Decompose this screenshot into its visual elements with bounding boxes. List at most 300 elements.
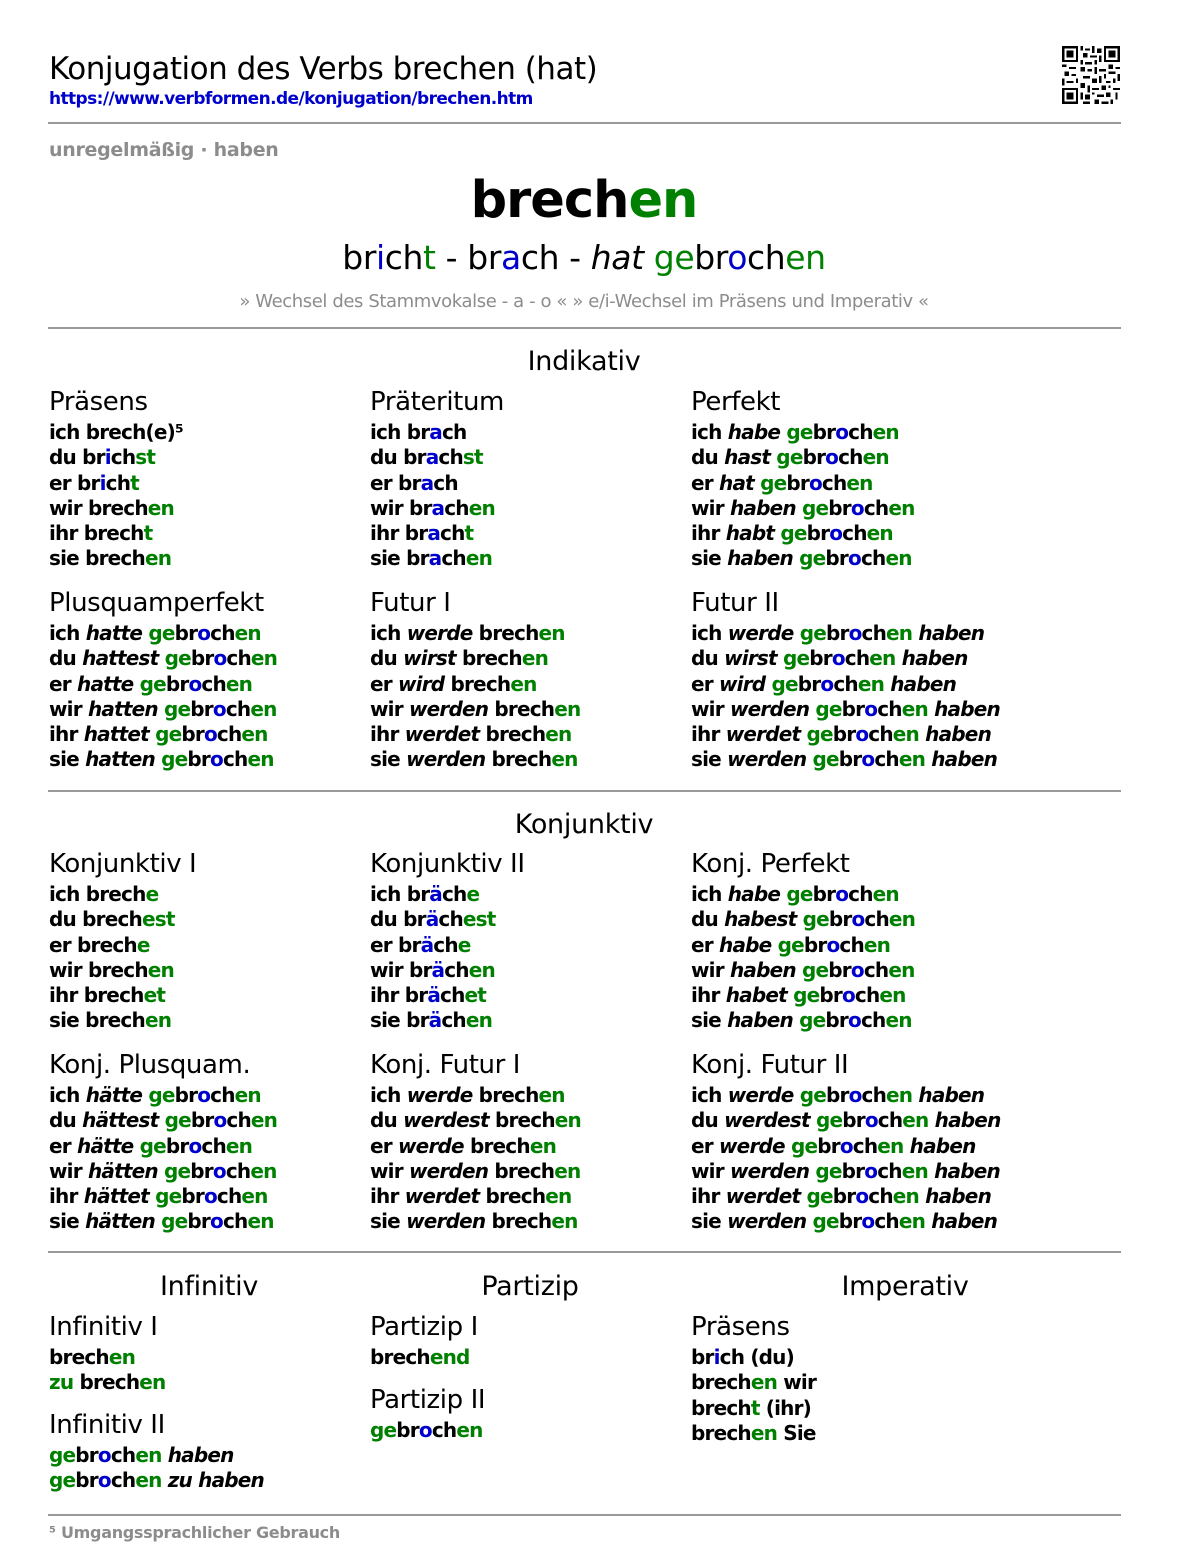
text-segment: ch: [838, 445, 863, 470]
ending-segment: ge: [806, 1184, 833, 1209]
vowel-segment: a: [420, 470, 434, 495]
vowel-segment: o: [851, 907, 865, 932]
text-segment: brech: [691, 1420, 751, 1445]
ending-segment: en: [551, 1209, 578, 1234]
ending-segment: en: [234, 621, 261, 645]
text-segment: sie: [691, 1008, 728, 1033]
text-segment: ich: [370, 621, 407, 645]
conjugation-form: [49, 983, 369, 1008]
text-segment: - br: [435, 238, 501, 277]
conjugation-form: [691, 1184, 1011, 1209]
auxiliary-segment: werde: [406, 1083, 473, 1107]
text-segment: ich: [691, 1083, 728, 1107]
ending-segment: ge: [164, 1158, 191, 1183]
text-segment: br: [806, 521, 830, 546]
conjugation-form: [370, 882, 690, 907]
block-konjunktiv-1: [49, 849, 369, 1034]
conjugation-form: [370, 722, 690, 747]
conjugation-list: [49, 1083, 369, 1235]
text-segment: er: [691, 1133, 719, 1158]
block-partizip-2: [370, 1385, 690, 1443]
ending-segment: en: [465, 546, 493, 571]
text-segment: br: [190, 1108, 214, 1133]
text-segment: br: [174, 1083, 198, 1107]
text-segment: ch: [747, 238, 786, 277]
ending-segment: ge: [164, 646, 191, 671]
auxiliary-segment: haben: [934, 1158, 1000, 1183]
conjugation-form: [49, 1108, 369, 1133]
text-segment: ch: [110, 1468, 136, 1493]
ending-segment: en: [888, 907, 916, 932]
text-segment: br: [812, 882, 836, 906]
verb-properties: unregelmäßig · haben: [49, 139, 279, 161]
conjugation-form: [691, 1108, 1011, 1133]
ending-segment: ge: [799, 1008, 826, 1033]
auxiliary-segment: hätten: [85, 1209, 155, 1234]
text-segment: er: [691, 932, 719, 957]
tense-title: Infinitiv I: [49, 1312, 158, 1342]
auxiliary-segment: wirst: [403, 646, 456, 671]
text-segment: br: [825, 621, 849, 645]
text-segment: ch: [874, 1209, 899, 1234]
ending-segment: ge: [155, 722, 182, 747]
auxiliary-segment: wird: [398, 671, 445, 696]
auxiliary-segment: hat: [590, 238, 644, 277]
text-segment: ch: [844, 646, 870, 671]
text-segment: ch: [854, 983, 880, 1008]
vowel-segment: o: [808, 470, 822, 495]
auxiliary-segment: hatten: [85, 747, 155, 772]
text-segment: ch: [216, 722, 242, 747]
text-segment: br: [187, 747, 210, 772]
stem-forms: [0, 237, 1168, 279]
ending-segment: en: [554, 696, 581, 721]
auxiliary-segment: hätte: [85, 1083, 143, 1107]
block-konj-perfekt: [691, 849, 1011, 1034]
text-segment: ch: [833, 671, 858, 696]
conjugation-form: [370, 1083, 690, 1108]
vowel-segment: o: [210, 1209, 223, 1234]
ending-segment: ge: [815, 696, 842, 721]
text-segment: ch: [216, 1184, 242, 1209]
ending-segment: ge: [780, 521, 807, 546]
section-konjunktiv: Konjunktiv: [514, 809, 654, 840]
text-segment: er: [691, 671, 719, 696]
text-segment: ch: [222, 747, 248, 772]
conjugation-form: [370, 420, 690, 445]
text-segment: ch: [201, 671, 226, 696]
text-segment: br: [832, 1184, 856, 1209]
block-praeteritum: [370, 387, 690, 572]
text-segment: er brech: [49, 932, 137, 957]
tense-title: Präsens: [691, 1312, 790, 1342]
conjugation-form: [49, 1134, 369, 1159]
auxiliary-segment: hast: [724, 445, 771, 470]
vowel-segment: i: [104, 445, 111, 470]
block-futur-1: [370, 588, 690, 773]
tense-title: Partizip I: [370, 1312, 478, 1342]
tense-title: Konj. Futur II: [691, 1050, 849, 1080]
vowel-segment: a: [501, 238, 521, 277]
auxiliary-segment: habe: [719, 932, 772, 957]
ending-segment: en: [888, 957, 915, 982]
ending-segment: en: [521, 646, 549, 671]
auxiliary-segment: wird: [719, 671, 766, 696]
tense-title: Präsens: [49, 387, 148, 417]
auxiliary-segment: werden: [727, 747, 807, 772]
auxiliary-segment: haben: [925, 1184, 992, 1209]
text-segment: wir: [49, 1158, 88, 1183]
ending-segment: ge: [49, 1468, 76, 1493]
text-segment: du br: [370, 907, 426, 932]
ending-segment: t: [130, 470, 139, 495]
ending-segment: en: [468, 957, 495, 982]
conjugation-form: [370, 471, 690, 496]
text-segment: ich br: [370, 420, 430, 444]
ending-segment: en: [554, 1108, 581, 1133]
conjugation-list: [49, 420, 369, 572]
vowel-segment: o: [841, 983, 855, 1008]
vowel-segment: a: [428, 546, 442, 571]
text-segment: br: [187, 1209, 210, 1234]
text-segment: br: [190, 1158, 213, 1183]
text-segment: brech: [691, 1370, 751, 1395]
ending-segment: en: [545, 722, 572, 747]
ending-segment: en: [135, 1468, 162, 1493]
auxiliary-segment: hätte: [77, 1133, 134, 1158]
text-segment: brech: [49, 1345, 109, 1369]
text-segment: ch: [864, 907, 889, 932]
text-segment: ch: [433, 470, 458, 495]
ending-segment: ge: [49, 1443, 76, 1467]
vowel-segment: o: [839, 1133, 853, 1158]
ending-segment: en: [554, 1158, 581, 1183]
conjugation-form: [691, 958, 1011, 983]
ending-segment: zu: [49, 1370, 74, 1395]
text-segment: br: [165, 1133, 189, 1158]
ending-segment: en: [872, 420, 899, 444]
conjugation-form: [691, 1421, 1011, 1446]
conjugation-form: [691, 933, 1011, 958]
auxiliary-segment: werden: [729, 696, 810, 721]
conjugation-form: [49, 958, 369, 983]
ending-segment: ge: [782, 646, 810, 671]
text-segment: ch: [441, 546, 466, 571]
text-segment: ich: [370, 1083, 407, 1107]
vowel-segment: o: [835, 420, 849, 444]
ending-segment: en: [241, 1184, 268, 1209]
text-segment: br: [825, 546, 848, 571]
conjugation-list: [49, 1345, 369, 1396]
divider: [48, 122, 1121, 124]
text-segment: ihr brech: [49, 521, 144, 546]
text-segment: br: [838, 1209, 862, 1234]
text-segment: ch: [842, 521, 867, 546]
conjugation-list: [691, 882, 1011, 1034]
text-segment: ch: [441, 1008, 466, 1033]
tense-title: Plusquamperfekt: [49, 588, 264, 618]
text-segment: br: [841, 1158, 865, 1183]
ending-segment: en: [901, 696, 928, 721]
conjugation-form: [49, 1083, 369, 1108]
tense-title: Konjunktiv II: [370, 849, 525, 879]
text-segment: du: [691, 646, 725, 671]
text-segment: ch: [110, 445, 136, 470]
conjugation-form: [370, 1108, 690, 1133]
text-segment: ch: [433, 932, 458, 957]
text-segment: ch: [848, 420, 873, 444]
ending-segment: ge: [148, 1083, 175, 1107]
ending-segment: ge: [155, 1184, 182, 1209]
text-segment: sie: [49, 1209, 86, 1234]
conjugation-form: [49, 445, 369, 470]
ending-segment: en: [241, 722, 268, 747]
text-segment: br: [825, 1083, 849, 1107]
ending-segment: ge: [164, 696, 191, 721]
text-segment: ich brech: [49, 882, 146, 906]
text-segment: br: [828, 495, 851, 520]
footnote: ⁵ Umgangssprachlicher Gebrauch: [49, 1523, 340, 1542]
text-segment: ch: [863, 957, 889, 982]
text-segment: br: [817, 1133, 840, 1158]
section-indikativ: Indikativ: [527, 346, 641, 377]
conjugation-form: [370, 672, 690, 697]
text-segment: br: [809, 646, 832, 671]
ending-segment: ge: [786, 420, 813, 444]
text-segment: er br: [49, 470, 100, 495]
auxiliary-segment: werde: [406, 621, 473, 645]
conjugation-list: [370, 1418, 690, 1443]
conjugation-form: [370, 1008, 690, 1033]
auxiliary-segment: haben: [934, 696, 1000, 721]
text-segment: ch: [861, 621, 887, 645]
text-segment: ch: [877, 696, 902, 721]
conjugation-form: [49, 933, 369, 958]
text-segment: ihr: [691, 1184, 726, 1209]
text-segment: brech: [472, 621, 539, 645]
ending-segment: ge: [370, 1418, 397, 1442]
ending-segment: en: [886, 1083, 913, 1107]
ending-segment: ge: [790, 1133, 818, 1158]
text-segment: brech: [485, 747, 552, 772]
auxiliary-segment: werden: [406, 747, 486, 772]
ending-segment: en: [225, 671, 253, 696]
infinitive-heading: [0, 170, 1168, 232]
conjugation-form: [370, 621, 690, 646]
conjugation-form: [691, 621, 1011, 646]
conjugation-form: [370, 1159, 690, 1184]
text-segment: br: [802, 445, 826, 470]
text-segment: ich br: [370, 882, 430, 906]
tense-title: Konjunktiv I: [49, 849, 197, 879]
conjugation-form: [691, 1083, 1011, 1108]
auxiliary-segment: werde: [727, 1083, 794, 1107]
conjugation-form: [691, 471, 1011, 496]
auxiliary-segment: werde: [719, 1133, 785, 1158]
ending-segment: en: [545, 1184, 572, 1209]
conjugation-form: [49, 697, 369, 722]
block-konj-futur-2: [691, 1050, 1011, 1235]
tense-title: Perfekt: [691, 387, 781, 417]
conjugation-form: [691, 420, 1011, 445]
conjugation-form: [691, 907, 1011, 932]
vowel-segment: i: [713, 1345, 720, 1369]
conjugation-form: [49, 1345, 369, 1370]
vowel-change-notes: » Wechsel des Stammvokalse - a - o « » e/i-Wechsel im Präsens und Imperativ «: [239, 291, 929, 312]
conjugation-form: [691, 546, 1011, 571]
conjugation-form: [49, 496, 369, 521]
tense-title: Konj. Perfekt: [691, 849, 850, 879]
auxiliary-segment: werdet: [404, 722, 480, 747]
text-segment: ch: [438, 907, 463, 932]
auxiliary-segment: haben: [934, 1108, 1001, 1133]
text-segment: wir: [370, 696, 409, 721]
text-segment: brech: [479, 1184, 546, 1209]
text-segment: du: [691, 1108, 725, 1133]
conjugation-form: [370, 546, 690, 571]
text-segment: ch: [444, 957, 469, 982]
text-segment: ch: [860, 1008, 886, 1033]
text-segment: brech: [444, 671, 511, 696]
ending-segment: en: [877, 1133, 904, 1158]
ending-segment: e: [457, 932, 471, 957]
text-segment: ch: [226, 646, 251, 671]
text-segment: ihr: [691, 983, 726, 1008]
conjugation-form: [691, 747, 1011, 772]
ending-segment: ge: [812, 1209, 839, 1234]
conjugation-form: [691, 646, 1011, 671]
auxiliary-segment: habe: [727, 882, 781, 906]
conjugation-form: [370, 646, 690, 671]
text-segment: brech: [73, 1370, 140, 1395]
ending-segment: ge: [786, 882, 813, 906]
text-segment: ich brech(e)⁵: [49, 420, 183, 444]
text-segment: br: [691, 1345, 714, 1369]
text-segment: wir: [691, 957, 730, 982]
ending-segment: ge: [139, 671, 166, 696]
conjugation-form: [691, 496, 1011, 521]
conjugation-form: [49, 621, 369, 646]
vowel-segment: o: [855, 1184, 869, 1209]
ending-segment: est: [141, 907, 175, 932]
text-segment: er: [49, 1133, 77, 1158]
block-partizip-1: [370, 1312, 690, 1370]
vowel-segment: o: [97, 1443, 111, 1467]
text-segment: du: [691, 445, 725, 470]
section-partizip: Partizip: [481, 1271, 579, 1302]
text-segment: ch: [225, 696, 251, 721]
divider: [48, 1514, 1121, 1516]
conjugation-form: [49, 646, 369, 671]
source-url-link[interactable]: https://www.verbformen.de/konjugation/brechen.htm: [49, 89, 533, 109]
ending-segment: en: [456, 1418, 483, 1442]
conjugation-form: [370, 1345, 690, 1370]
conjugation-form: [370, 1184, 690, 1209]
vowel-segment: o: [188, 1133, 202, 1158]
text-segment: br: [174, 621, 198, 645]
conjugation-form: [49, 420, 369, 445]
vowel-segment: a: [431, 495, 445, 520]
tense-title: Präteritum: [370, 387, 504, 417]
text-segment: er: [691, 470, 719, 495]
vowel-segment: ä: [429, 882, 442, 906]
vowel-segment: a: [427, 521, 441, 546]
ending-segment: e: [466, 882, 480, 906]
vowel-segment: o: [835, 882, 849, 906]
vowel-segment: o: [848, 1083, 862, 1107]
conjugation-list: [370, 621, 690, 773]
conjugation-form: [370, 983, 690, 1008]
text-segment: ch: [839, 932, 864, 957]
text-segment: brech: [470, 171, 629, 230]
auxiliary-segment: haben: [727, 546, 793, 571]
text-segment: br: [825, 1008, 848, 1033]
text-segment: brech: [485, 1209, 552, 1234]
text-segment: er br: [370, 470, 421, 495]
auxiliary-segment: werdet: [725, 722, 801, 747]
conjugation-list: [49, 621, 369, 773]
auxiliary-segment: hat: [719, 470, 754, 495]
conjugation-form: [370, 445, 690, 470]
conjugation-form: [691, 983, 1011, 1008]
ending-segment: ge: [799, 621, 826, 645]
text-segment: br: [190, 646, 214, 671]
auxiliary-segment: hatte: [85, 621, 143, 645]
auxiliary-segment: werden: [729, 1158, 810, 1183]
text-segment: br: [832, 722, 856, 747]
text-segment: br: [75, 1468, 98, 1493]
tense-title: Partizip II: [370, 1385, 486, 1415]
text-segment: ch: [210, 621, 235, 645]
text-segment: ch: [874, 747, 899, 772]
block-imperativ: [691, 1312, 1011, 1446]
text-segment: ch: [444, 495, 469, 520]
conjugation-form: [691, 722, 1011, 747]
text-segment: ch: [210, 1083, 235, 1107]
ending-segment: en: [863, 932, 891, 957]
text-segment: er br: [370, 932, 421, 957]
text-segment: ihr: [370, 1184, 405, 1209]
ending-segment: en: [135, 1443, 162, 1467]
vowel-segment: o: [825, 445, 839, 470]
text-segment: sie: [370, 747, 407, 772]
text-segment: ch: [852, 1133, 878, 1158]
ending-segment: ge: [802, 957, 829, 982]
auxiliary-segment: hattet: [83, 722, 149, 747]
text-segment: wir: [777, 1370, 817, 1395]
text-segment: br: [841, 696, 865, 721]
conjugation-list: [370, 1083, 690, 1235]
conjugation-form: [49, 521, 369, 546]
auxiliary-segment: habt: [725, 521, 775, 546]
text-segment: ch: [442, 882, 467, 906]
ending-segment: en: [468, 495, 495, 520]
ending-segment: end: [429, 1345, 470, 1369]
text-segment: br: [181, 1184, 204, 1209]
ending-segment: ge: [793, 983, 820, 1008]
vowel-segment: o: [210, 747, 223, 772]
text-segment: ihr: [49, 1184, 84, 1209]
text-segment: Sie: [777, 1420, 816, 1445]
ending-segment: en: [869, 646, 896, 671]
vowel-segment: o: [820, 671, 834, 696]
text-segment: ihr: [49, 722, 84, 747]
ending-segment: ge: [777, 932, 804, 957]
text-segment: ch: [848, 882, 873, 906]
conjugation-form: [49, 1159, 369, 1184]
ending-segment: ge: [799, 1083, 826, 1107]
text-segment: br: [190, 696, 213, 721]
